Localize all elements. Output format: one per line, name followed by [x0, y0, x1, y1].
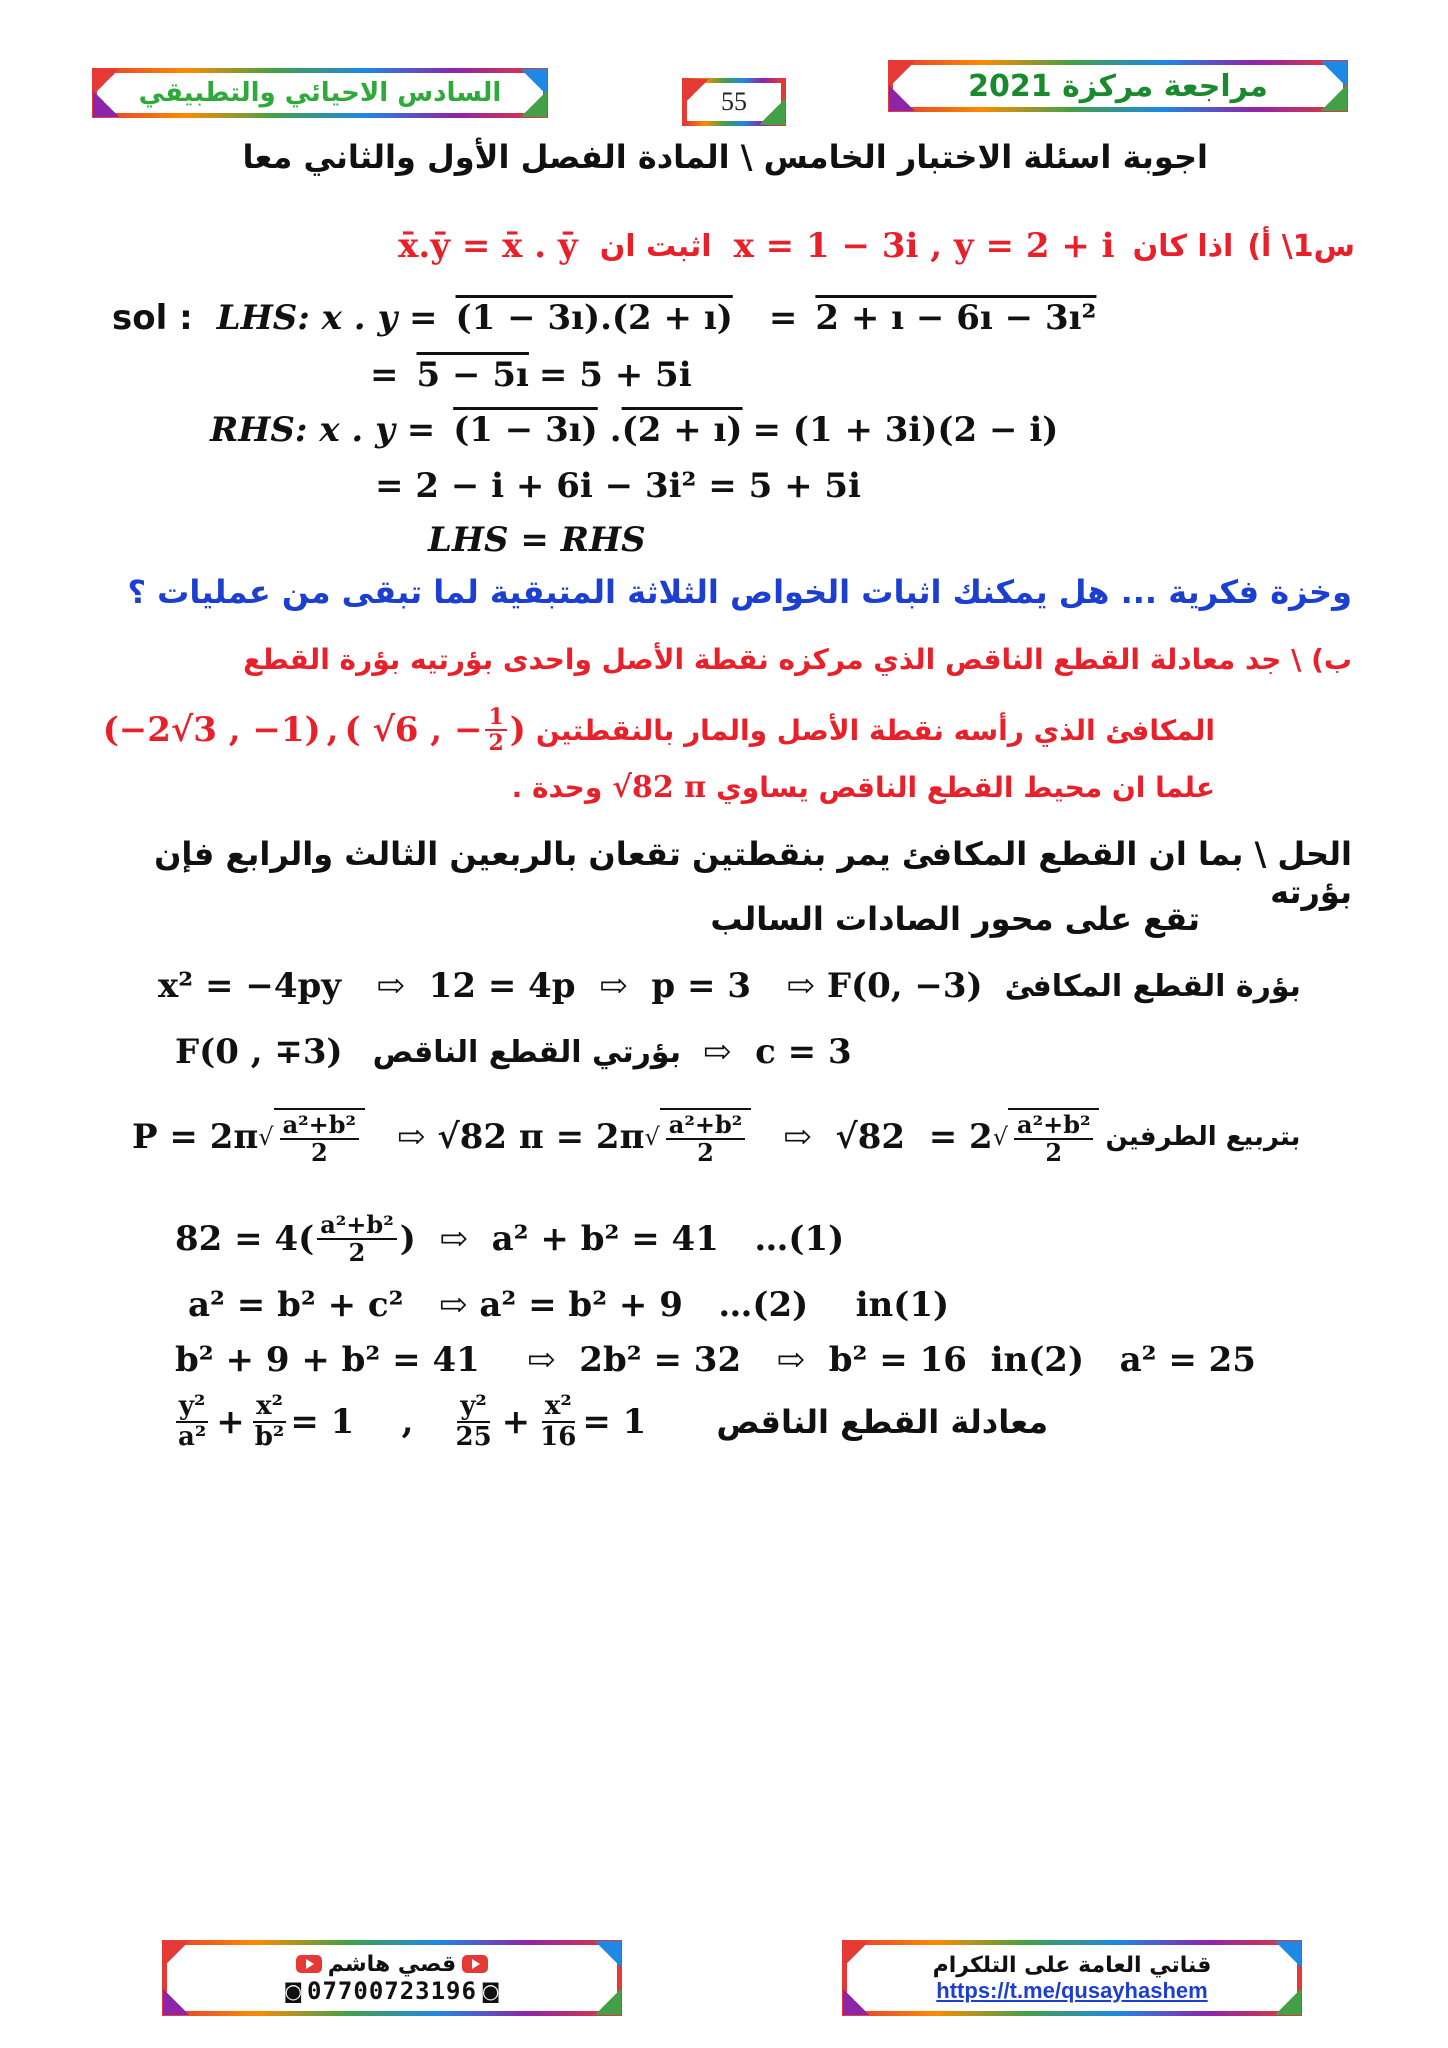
- footer-channel-title: قناتي العامة على التلكرام: [932, 1952, 1212, 1978]
- fraction-numerator: a²+b²: [280, 1112, 359, 1140]
- fraction-numerator: y²: [457, 1392, 490, 1423]
- footer-author-name: قصي هاشم: [327, 1951, 457, 1977]
- q1b-line3-text: علما ان محيط القطع الناقص يساوي: [716, 771, 1215, 804]
- thought-prompt: وخزة فكرية ... هل يمكنك اثبات الخواص الثلاثة المتبقية لما تبقى من عمليات ؟: [127, 573, 1352, 611]
- fraction: [666, 1112, 745, 1167]
- footer-telegram-link[interactable]: https://t.me/qusayhashem: [936, 1977, 1208, 2003]
- final-frac-2: [252, 1392, 288, 1451]
- answer-eq1-line: [175, 1212, 844, 1267]
- radical-sign: √: [992, 1123, 1009, 1152]
- focus-expression: x² = −4py ⇨ 12 = 4p ⇨ p = 3 ⇨ F(0, −3): [158, 966, 983, 1006]
- q1b-line-2: [102, 704, 1215, 757]
- q1a-given-label: اذا كان: [1132, 228, 1234, 264]
- q1b-point-1-a: ( √6 , −: [344, 710, 483, 751]
- fraction-numerator: a²+b²: [317, 1212, 396, 1240]
- q1b-point-1-b: ): [509, 710, 526, 751]
- q1b-line2-text: المكافئ الذي رأسه نقطة الأصل والمار بالنقطتين: [535, 713, 1215, 747]
- answer-line-2: تقع على محور الصادات السالب: [710, 900, 1200, 938]
- header-right-box: [888, 60, 1348, 112]
- fraction: [1014, 1112, 1093, 1167]
- sol-line1-eq: =: [768, 298, 798, 338]
- fraction-denominator: 2: [310, 1138, 328, 1168]
- answer-eq3-line: b² + 9 + b² = 41 ⇨ 2b² = 32 ⇨ b² = 16 in(2) a² = 25: [175, 1340, 1256, 1380]
- q1a-given-expr: x = 1 − 3i , y = 2 + i: [733, 226, 1115, 266]
- answer-eq2-line: a² = b² + c² ⇨ a² = b² + 9 …(2) in(1): [188, 1285, 950, 1325]
- fraction-numerator: a²+b²: [1014, 1112, 1093, 1140]
- sol-line1-lhs: LHS: x . y =: [216, 298, 438, 338]
- page-number-box: [682, 78, 786, 126]
- solution-line-1: [112, 298, 1096, 338]
- question-1a: [340, 226, 1355, 266]
- sqrt-3: [993, 1108, 1100, 1167]
- final-frac-4: [537, 1392, 579, 1451]
- fraction-denominator: b²: [254, 1421, 285, 1452]
- sol-line3-rhs: RHS: x . y =: [210, 410, 436, 450]
- focus-label: بؤرة القطع المكافئ: [1004, 968, 1301, 1004]
- footer-right-box: [842, 1940, 1302, 2016]
- q1b-point-1-fraction: [485, 705, 506, 755]
- solution-line-5: LHS = RHS: [428, 520, 646, 560]
- plus-sign: +: [216, 1401, 245, 1442]
- solution-line-3: [210, 410, 1058, 450]
- final-label: معادلة القطع الناقص: [716, 1402, 1049, 1441]
- answer-final-line: [172, 1392, 1048, 1451]
- answer-line-1: الحل \ بما ان القطع المكافئ يمر بنقطتين تقعان بالربعين الثالث والرابع فإن بؤرته: [154, 835, 1352, 911]
- page-number: 55: [721, 87, 747, 116]
- q1a-prove-label: اثبت ان: [599, 228, 712, 264]
- q1b-unit: وحدة .: [511, 771, 603, 804]
- eq1-fraction: [317, 1212, 396, 1267]
- q1a-prefix: س1\ أ): [1247, 228, 1355, 264]
- sol-label: sol :: [112, 298, 193, 338]
- footer-phone: 07700723196: [307, 1976, 477, 2005]
- q1b-line-1: ب) \ جد معادلة القطع الناقص الذي مركزه نقطة الأصل واحدى بؤرتيه بؤرة القطع: [243, 643, 1352, 676]
- sol-line3-c: = (1 + 3i)(2 − i): [752, 410, 1059, 450]
- answer-perimeter-line: [132, 1108, 1300, 1167]
- foci-label: بؤرتي القطع الناقص: [372, 1034, 681, 1070]
- youtube-icon: [462, 1955, 488, 1973]
- youtube-icon: [296, 1955, 322, 1973]
- fraction-denominator: 2: [348, 1238, 366, 1268]
- sol-line3-b: (2 + ı): [621, 410, 743, 450]
- fraction-numerator: x²: [253, 1392, 286, 1423]
- radical-sign: √: [644, 1123, 660, 1152]
- fraction: [280, 1112, 359, 1167]
- squaring-label: بتربيع الطرفين: [1105, 1122, 1301, 1153]
- final-frac-1: [175, 1392, 209, 1451]
- fraction-denominator: 25: [455, 1421, 492, 1452]
- sol-line2-a: 5 − 5ı: [416, 355, 529, 395]
- sol-line2-eq: =: [370, 355, 399, 395]
- phone-icon: ◙: [283, 1978, 304, 2003]
- sol-line3-dot: .: [609, 410, 622, 450]
- solution-line-2: [370, 355, 692, 395]
- final-frac-3: [452, 1392, 494, 1451]
- sqrt-2: [644, 1108, 751, 1167]
- perimeter-arrow-1: ⇨ √82 π = 2π: [397, 1117, 645, 1158]
- foci-expression: F(0 , ∓3): [175, 1032, 343, 1072]
- q1b-point-2: (−2√3 , −1): [102, 710, 321, 751]
- fraction-numerator: a²+b²: [666, 1112, 745, 1140]
- header-right-title: مراجعة مركزة 2021: [968, 68, 1268, 104]
- solution-line-4: = 2 − i + 6i − 3i² = 5 + 5i: [375, 466, 861, 506]
- eq1-b: ) ⇨ a² + b² = 41 …(1): [399, 1219, 845, 1260]
- sqrt-1: [258, 1108, 365, 1167]
- fraction-denominator: 2: [697, 1138, 714, 1168]
- sol-line1-b: 2 + ı − 6ı − 3ı²: [815, 298, 1097, 338]
- fraction-denominator: 2: [1045, 1138, 1063, 1168]
- final-eq2: = 1: [582, 1401, 647, 1442]
- fraction-denominator: a²: [178, 1421, 207, 1452]
- header-left-box: [92, 68, 548, 118]
- fraction-denominator: 16: [540, 1421, 577, 1452]
- q1a-prove-expr: x̄.ȳ = x̄ . ȳ: [398, 226, 578, 266]
- plus-sign: +: [501, 1401, 531, 1442]
- header-left-title: السادس الاحيائي والتطبيقي: [138, 78, 502, 108]
- fraction-numerator: x²: [542, 1392, 575, 1423]
- fraction-numerator: y²: [176, 1392, 209, 1423]
- answer-foci-line: [175, 1032, 852, 1072]
- sol-line3-a: (1 − 3ı): [453, 410, 598, 450]
- footer-left-box: [162, 1940, 622, 2016]
- fraction-numerator: 1: [485, 705, 506, 731]
- phone-icon: ◙: [480, 1978, 501, 2003]
- q1b-line-3: [500, 770, 1215, 805]
- q1b-comma: ,: [326, 710, 339, 751]
- radical-sign: √: [258, 1123, 274, 1152]
- sol-line1-a: (1 − 3ı).(2 + ı): [455, 298, 733, 338]
- document-title: اجوبة اسئلة الاختبار الخامس \ المادة الفصل الأول والثاني معا: [242, 138, 1208, 176]
- sol-line2-b: = 5 + 5i: [538, 355, 692, 395]
- foci-c-value: ⇨ c = 3: [702, 1032, 852, 1072]
- final-eq1: = 1 ,: [290, 1401, 414, 1442]
- eq1-a: 82 = 4(: [175, 1219, 315, 1260]
- q1b-perimeter: √82 π: [612, 770, 707, 805]
- answer-focus-line: [158, 966, 1301, 1006]
- fraction-denominator: 2: [488, 730, 504, 757]
- perimeter-arrow-2: ⇨ √82 = 2: [783, 1117, 993, 1158]
- perimeter-p: P = 2π: [132, 1117, 259, 1158]
